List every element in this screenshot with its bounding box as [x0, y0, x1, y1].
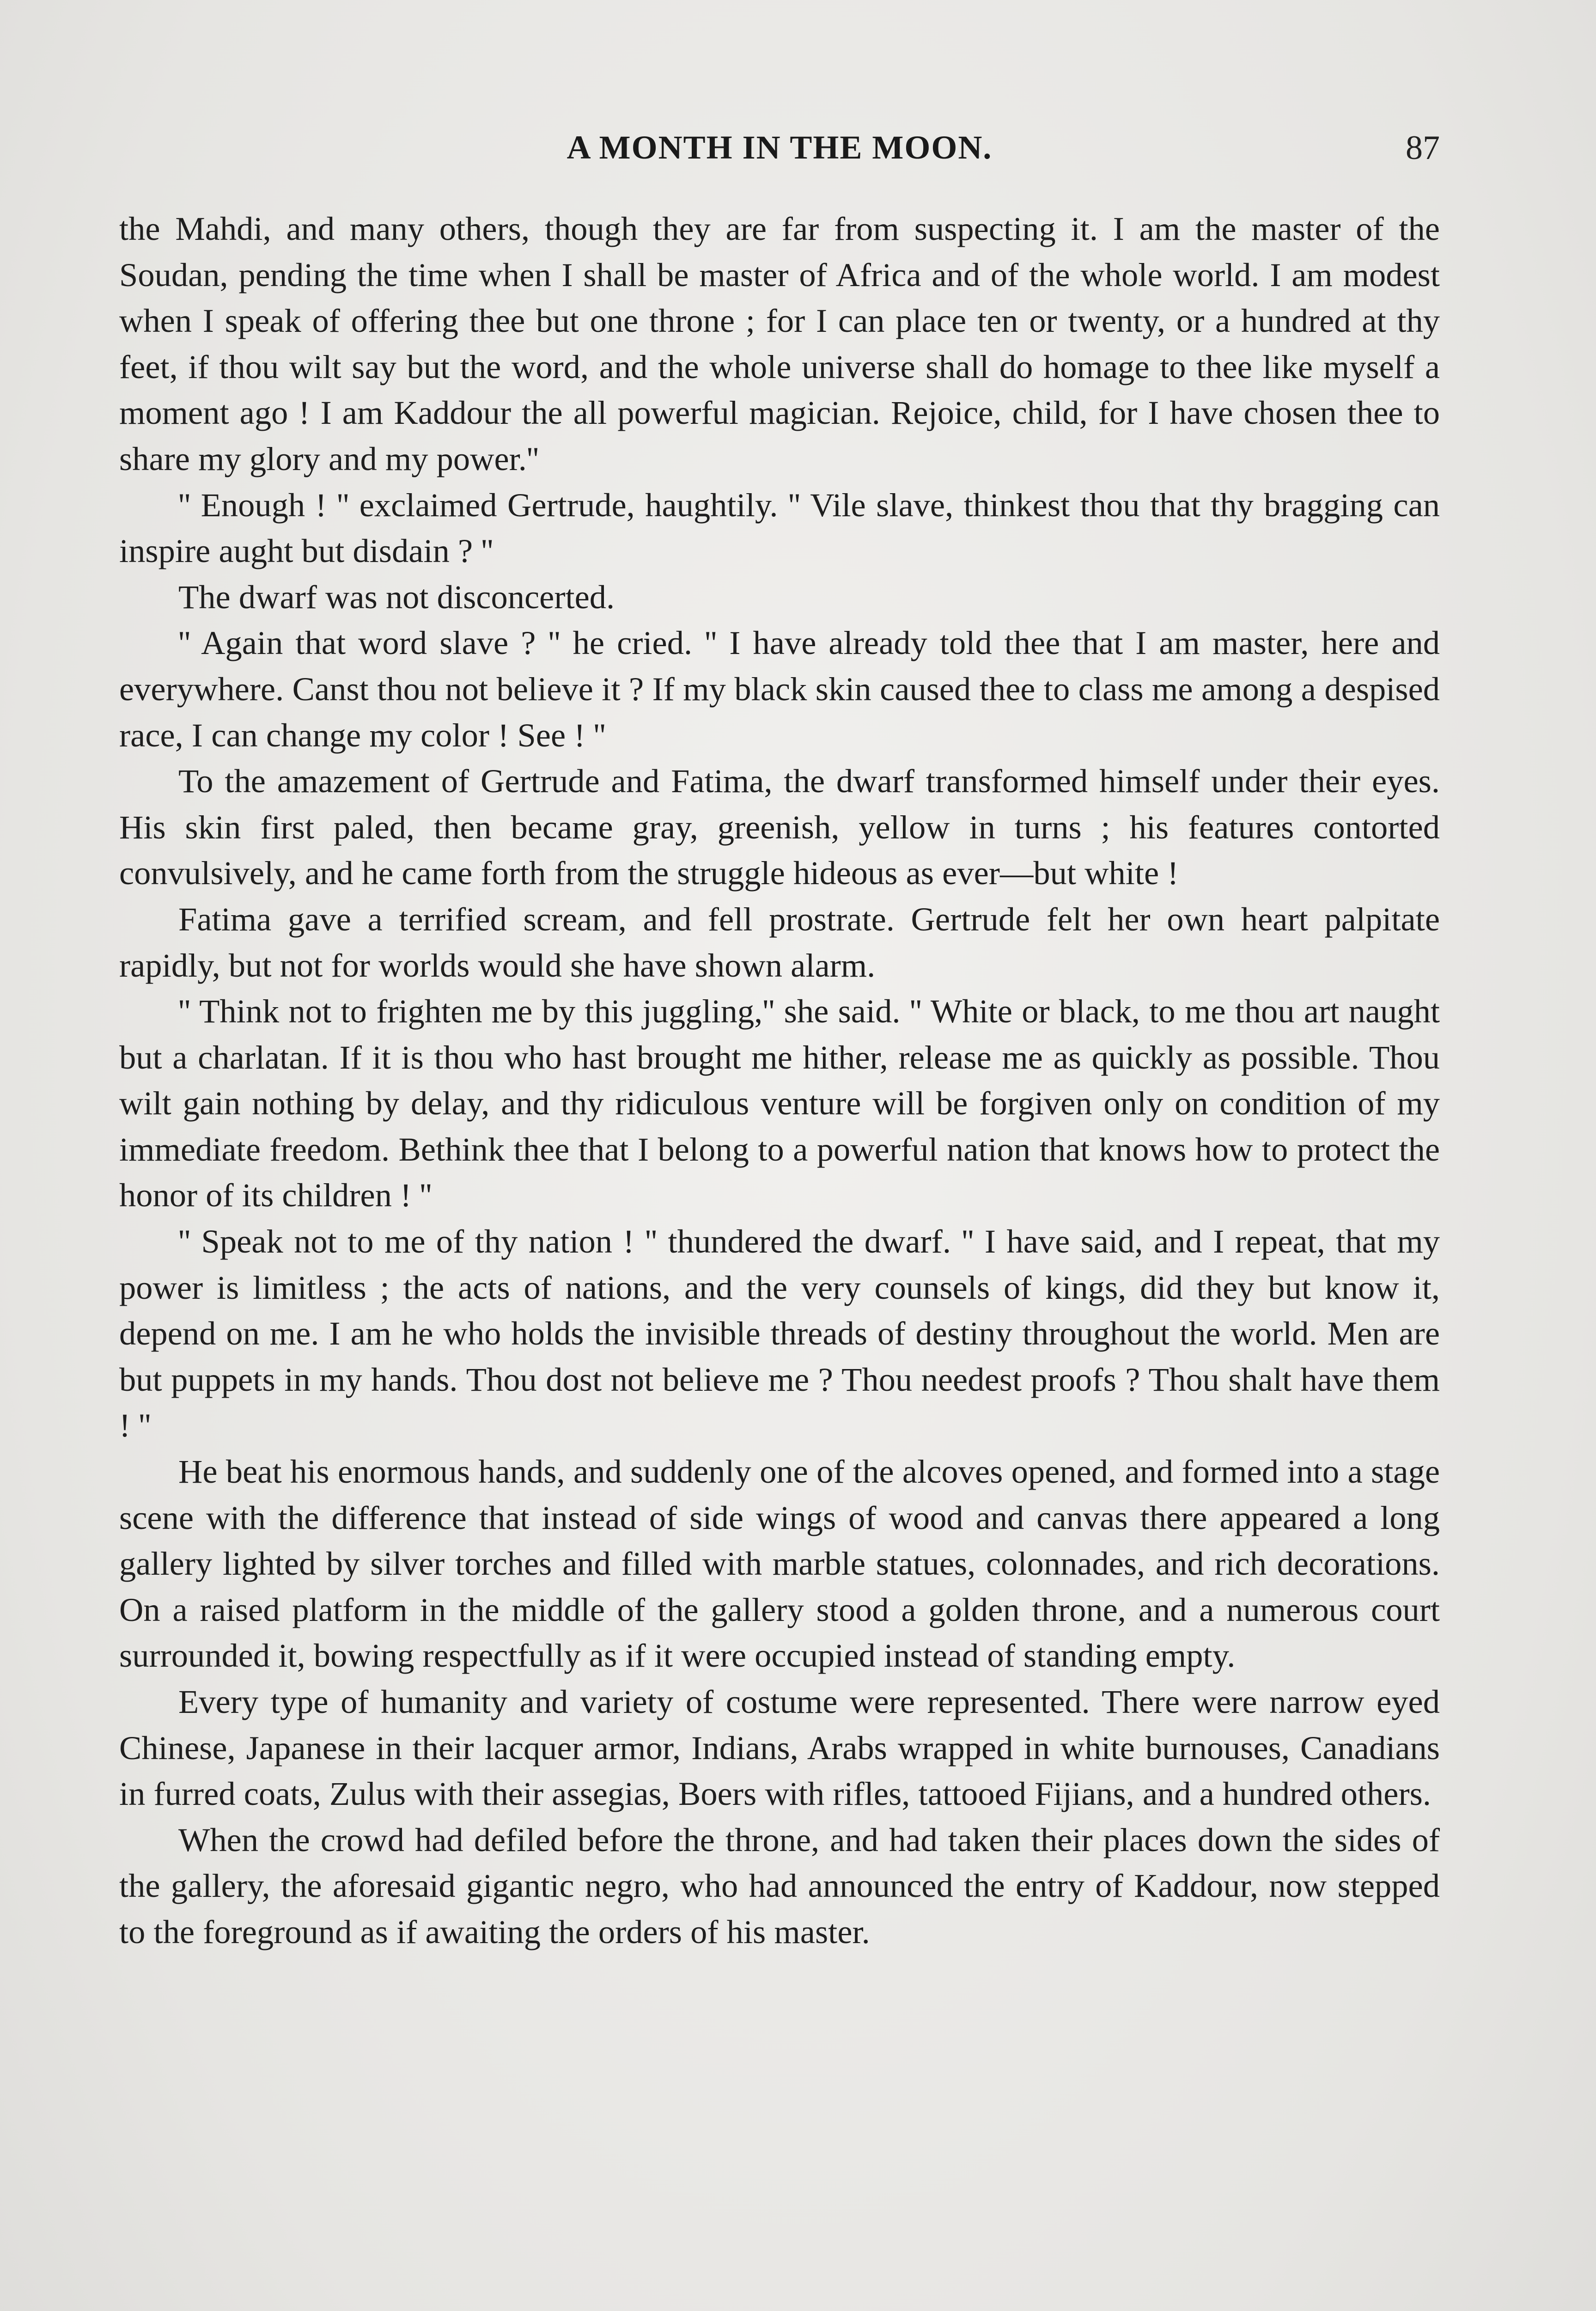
- body-text: [119, 206, 1440, 1955]
- paragraph: '' Enough ! '' exclaimed Gertrude, haughtily. '' Vile slave, thinkest thou that thy bragging can inspire aught but disdain ? '': [119, 486, 1440, 570]
- paragraph: He beat his enormous hands, and suddenly one of the alcoves opened, and formed into a stage scene with the difference that instead of side wings of wood and canvas there appeared a long gallery lighted by silver torches and filled with marble statues, colonnades, and rich decorations. On a raised platform in the middle of the gallery stood a golden throne, and a numerous court surrounded it, bowing respectfully as if it were occupied instead of standing empty.: [119, 1453, 1440, 1675]
- running-head-title: A MONTH IN THE MOON.: [567, 129, 993, 166]
- paragraph: When the crowd had defiled before the throne, and had taken their places down the sides of the gallery, the aforesaid gigantic negro, who had announced the entry of Kaddour, now stepped to the foreground as if awaiting the orders of his master.: [119, 1821, 1440, 1950]
- paragraph: '' Again that word slave ? '' he cried. '' I have already told thee that I am master, here and everywhere. Canst thou not believe it ? If my black skin caused thee to class me among a despised race, I can change my color ! See ! '': [119, 624, 1440, 754]
- paragraph: '' Think not to frighten me by this juggling,'' she said. '' White or black, to me thou art naught but a charlatan. If it is thou who hast brought me hither, release me as quickly as possible. Thou wilt gain nothing by delay, and thy ridiculous venture will be forgiven only on condition of my immediate freedom. Bethink thee that I belong to a powerful nation that knows how to protect the honor of its children ! '': [119, 992, 1440, 1214]
- paragraph: Fatima gave a terrified scream, and fell prostrate. Gertrude felt her own heart palpitate rapidly, but not for worlds would she have shown alarm.: [119, 900, 1440, 984]
- paragraph: Every type of humanity and variety of costume were represented. There were narrow eyed Chinese, Japanese in their lacquer armor, Indians, Arabs wrapped in white burnouses, Canadians in furred coats, Zulus with their assegias, Boers with rifles, tattooed Fijians, and a hundred others.: [119, 1683, 1440, 1813]
- page-header: [119, 128, 1440, 179]
- paragraph: The dwarf was not disconcerted.: [178, 578, 615, 616]
- paragraph: the Mahdi, and many others, though they are far from suspecting it. I am the master of the Soudan, pending the time when I shall be master of Africa and of the whole world. I am modest when I speak of offering thee but one throne ; for I can place ten or twenty, or a hundred at thy feet, if thou wilt say but the word, and the whole universe shall do homage to thee like myself a moment ago ! I am Kaddour the all powerful magician. Rejoice, child, for I have chosen thee to share my glory and my power.'': [119, 210, 1440, 477]
- paragraph: To the amazement of Gertrude and Fatima, the dwarf transformed himself under their eyes. His skin first paled, then became gray, greenish, yellow in turns ; his features contorted convulsively, and he came forth from the struggle hideous as ever—but white !: [119, 762, 1440, 892]
- paragraph: '' Speak not to me of thy nation ! '' thundered the dwarf. '' I have said, and I repeat, that my power is limitless ; the acts of nations, and the very counsels of kings, did they but know it, depend on me. I am he who holds the invisible threads of destiny throughout the world. Men are but puppets in my hands. Thou dost not believe me ? Thou needest proofs ? Thou shalt have them ! '': [119, 1223, 1440, 1444]
- page-number: 87: [1406, 129, 1440, 167]
